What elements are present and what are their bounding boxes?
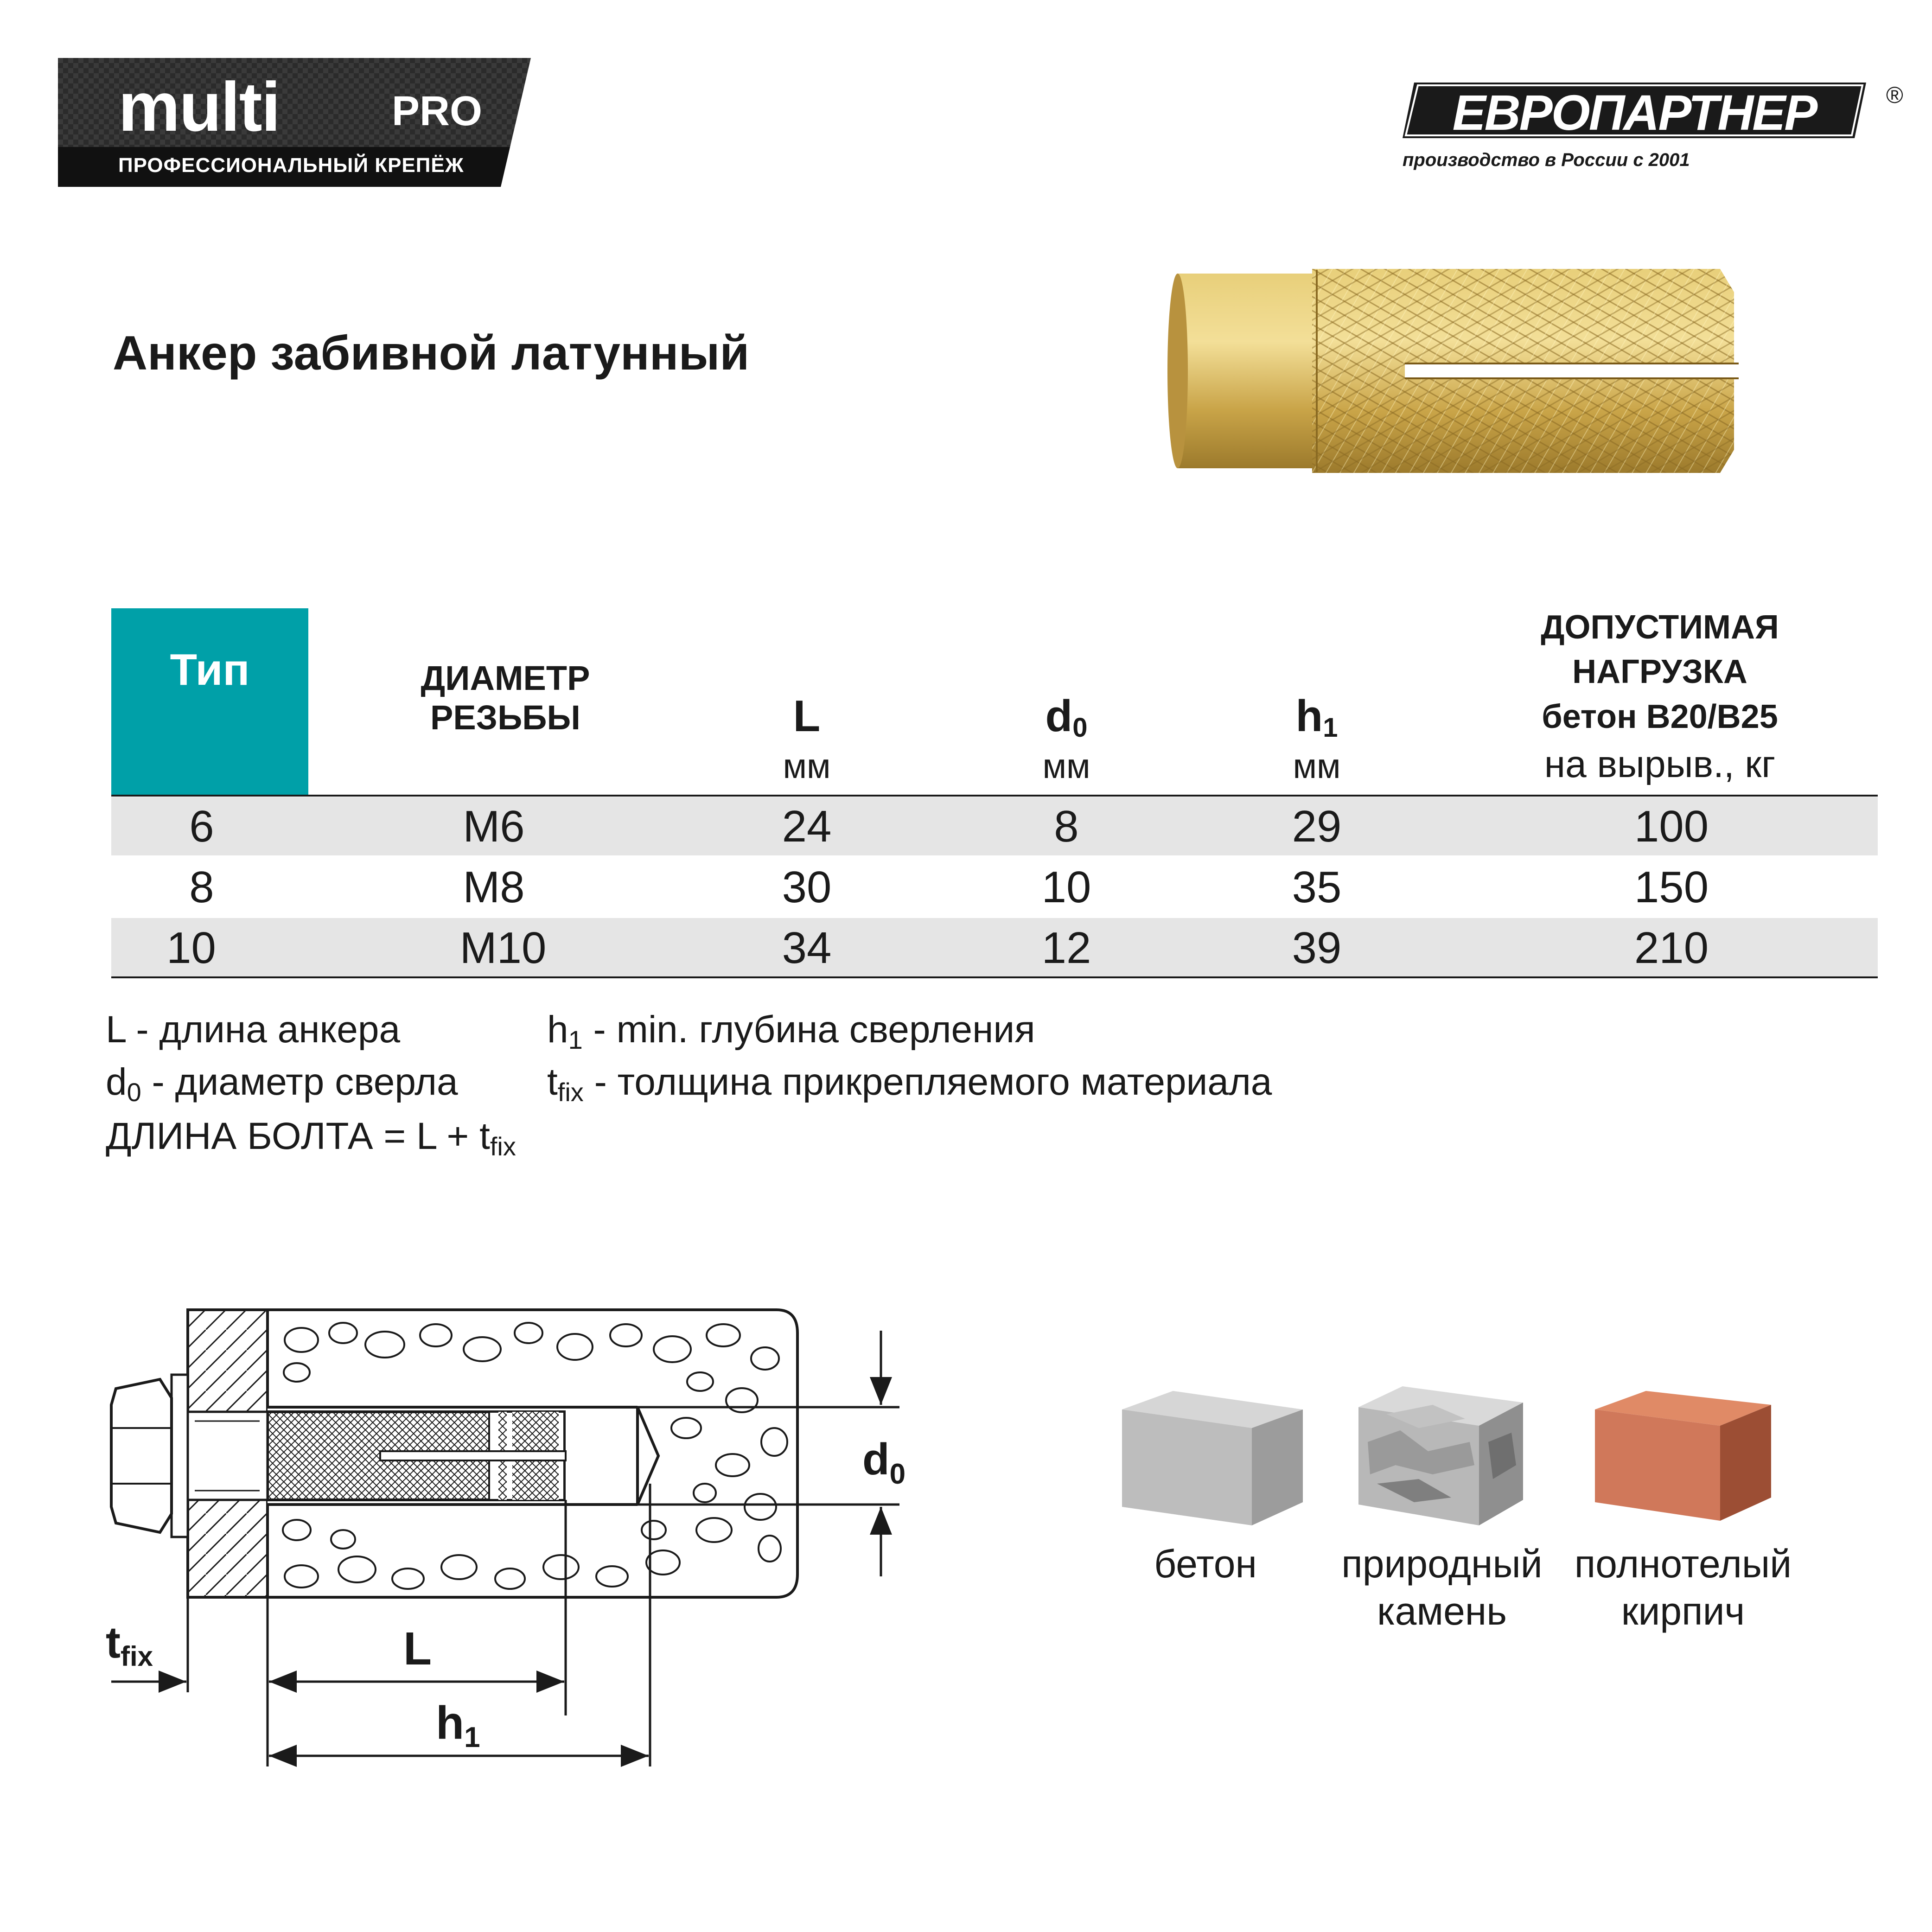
multi-logo-word: multi [118, 68, 280, 146]
legend-d0-symbol: d [106, 1061, 127, 1103]
header-rule [111, 795, 1878, 797]
legend-h1-text: - min. глубина сверления [582, 1008, 1035, 1051]
drill-diameter-unit: мм [1042, 746, 1090, 785]
cell-depth: 35 [1292, 862, 1342, 912]
thread-header-line1: ДИАМЕТР [421, 659, 590, 697]
table-bottom-rule [111, 976, 1878, 978]
load-header [1498, 605, 1822, 790]
load-header-line4: на вырыв., кг [1544, 743, 1776, 786]
cell-drill-diameter: 8 [1054, 802, 1079, 851]
legend-drill-diameter [106, 1061, 458, 1107]
type-header-cell [111, 608, 308, 795]
depth-header [1247, 691, 1386, 742]
legend-d0-text: - диаметр сверла [141, 1061, 458, 1103]
cell-type: 6 [189, 802, 214, 851]
tfix-dimension-label: tfix [106, 1618, 153, 1672]
legend-length: L - длина анкера [106, 1008, 401, 1051]
material-stone-label [1331, 1540, 1553, 1635]
cell-thread: M6 [463, 802, 525, 851]
material-brick-line1: полнотелый [1574, 1542, 1792, 1586]
depth-unit: мм [1293, 746, 1341, 785]
cell-load: 150 [1634, 862, 1709, 912]
cell-drill-diameter: 10 [1041, 862, 1091, 912]
solid-brick-icon [1595, 1391, 1776, 1521]
europartner-tagline: производство в России с 2001 [1403, 150, 1690, 170]
cell-depth: 39 [1292, 923, 1342, 973]
legend-d0-subscript: 0 [127, 1078, 141, 1107]
europartner-logo-name: ЕВРОПАРТНЕР [1452, 84, 1817, 140]
load-header-line3: бетон В20/В25 [1542, 698, 1778, 735]
cell-type: 8 [189, 862, 214, 912]
anchor-slot [380, 1451, 566, 1460]
cell-type: 10 [166, 923, 216, 973]
load-header-line1: ДОПУСТИМАЯ [1541, 609, 1779, 646]
legend-tfix [547, 1061, 1272, 1107]
brass-anchor-photo [1164, 260, 1748, 482]
depth-header-subscript: 1 [1323, 713, 1338, 743]
cell-length: 24 [782, 802, 832, 851]
legend-bolt-subscript: fix [490, 1132, 516, 1161]
legend-bolt-text: ДЛИНА БОЛТА = L + t [106, 1115, 490, 1157]
registered-mark: ® [1886, 82, 1903, 108]
legend-bolt-length [106, 1115, 516, 1161]
cell-load: 100 [1634, 802, 1709, 851]
cell-length: 34 [782, 923, 832, 973]
material-concrete-line1: бетон [1154, 1542, 1257, 1586]
h1-dimension-label: h1 [436, 1697, 480, 1753]
material-stone-line2: камень [1377, 1589, 1507, 1633]
cell-load: 210 [1634, 923, 1709, 973]
page-title: Анкер забивной латунный [113, 326, 750, 380]
legend-tfix-symbol: t [547, 1061, 558, 1103]
natural-stone-icon [1358, 1386, 1525, 1525]
load-header-line2: НАГРУЗКА [1572, 653, 1747, 691]
thread-header-line2: РЕЗЬБЫ [430, 698, 580, 737]
legend-tfix-text: - толщина прикрепляемого материала [583, 1061, 1272, 1103]
drill-diameter-subscript: 0 [1072, 713, 1088, 743]
bolt-shank [188, 1412, 268, 1500]
multi-logo-tagline: ПРОФЕССИОНАЛЬНЫЙ КРЕПЁЖ [118, 154, 464, 177]
material-stone-line1: природный [1341, 1542, 1543, 1586]
multi-logo-suffix: PRO [392, 88, 483, 134]
legend-h1-symbol: h [547, 1008, 568, 1051]
concrete-block-icon [1122, 1391, 1307, 1525]
europartner-logo [1400, 79, 1910, 185]
bolt-head [111, 1379, 172, 1532]
L-dimension-label: L [403, 1623, 432, 1675]
multi-pro-logo [58, 58, 531, 187]
legend-h1-subscript: 1 [568, 1025, 583, 1054]
legend-depth [547, 1008, 1035, 1054]
drill-diameter-header [997, 691, 1136, 742]
material-brick-label [1572, 1540, 1794, 1635]
depth-header-symbol: h [1295, 691, 1323, 741]
legend-tfix-subscript: fix [557, 1078, 584, 1107]
type-header-label: Тип [170, 645, 250, 695]
length-header-symbol: L [793, 691, 821, 741]
length-unit: мм [783, 746, 831, 785]
drill-diameter-symbol: d [1045, 691, 1073, 741]
cell-depth: 29 [1292, 802, 1342, 851]
material-concrete-label [1094, 1540, 1317, 1588]
bolt-washer [172, 1375, 188, 1537]
material-brick-line2: кирпич [1621, 1589, 1745, 1633]
installation-diagram [83, 1289, 964, 1808]
cell-thread: M10 [459, 923, 547, 973]
length-header [737, 691, 876, 742]
thread-header [389, 658, 621, 737]
d0-dimension-label: $d_0$ [862, 1435, 906, 1490]
cell-length: 30 [782, 862, 832, 912]
cell-drill-diameter: 12 [1041, 923, 1091, 973]
cell-thread: M8 [463, 862, 525, 912]
